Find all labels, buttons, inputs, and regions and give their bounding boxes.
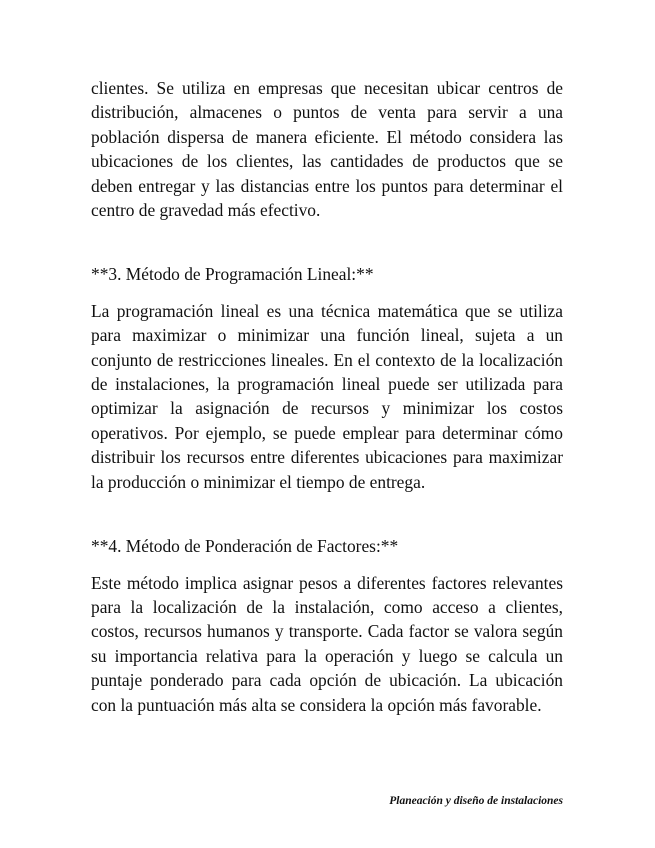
paragraph-linear-programming: La programación lineal es una técnica matemática que se utiliza para maximizar o minimizar una función lineal, sujeta a un conjunto de restricciones lineales. En el contexto de la localización de instalaciones, la programación lineal puede ser utilizada para optimizar la asignación de recursos y minimizar los costos operativos. Por ejemplo, se puede emplear para determinar cómo distribuir los recursos entre diferentes ubicaciones para maximizar la producción o minimizar el tiempo de entrega. xyxy=(91,300,563,492)
paragraph-center-of-gravity-continuation: clientes. Se utiliza en empresas que necesitan ubicar centros de distribución, almacenes o puntos de venta para servir a una población dispersa de manera eficiente. El método considera las ubicaciones de los clientes, las cantidades de productos que se deben entregar y las distancias entre los puntos para determinar el centro de gravedad más efectivo. xyxy=(91,78,563,221)
section-heading-factor-weighting: **4. Método de Ponderación de Factores:** xyxy=(91,536,399,557)
section-heading-linear-programming: **3. Método de Programación Lineal:** xyxy=(91,264,374,285)
page-footer-running-title: Planeación y diseño de instalaciones xyxy=(389,795,563,807)
document-body xyxy=(91,76,563,717)
paragraph-factor-weighting: Este método implica asignar pesos a diferentes factores relevantes para la localización de la instalación, como acceso a clientes, costos, recursos humanos y transporte. Cada factor se valora según su importancia relativa para la operación y luego se calcula un puntaje ponderado para cada opción de ubicación. La ubicación con la puntuación más alta se considera la opción más favorable. xyxy=(91,572,563,715)
